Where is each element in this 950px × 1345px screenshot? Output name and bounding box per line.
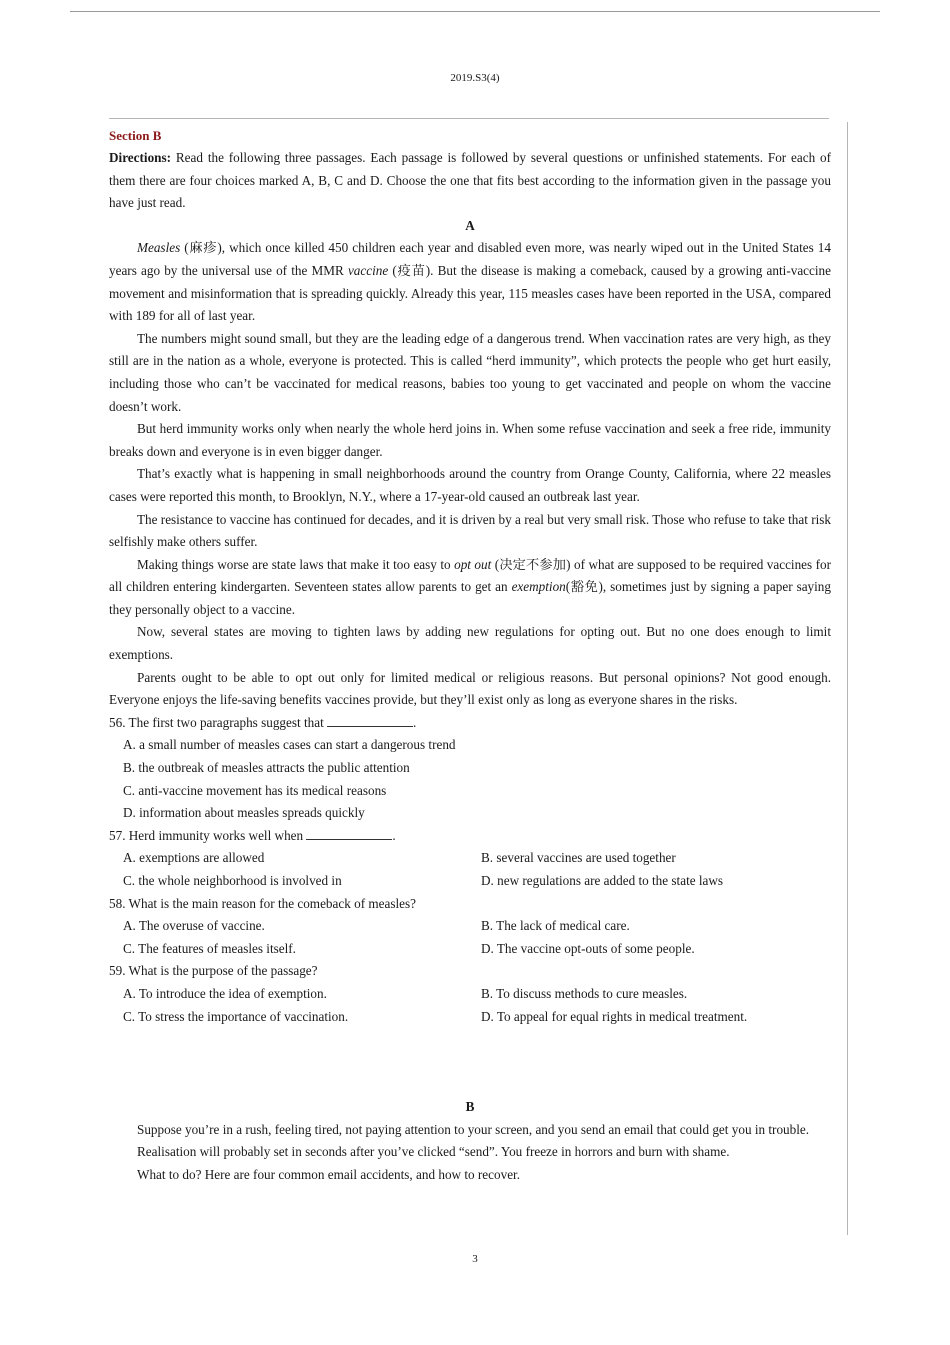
question-58-option-a: A. The overuse of vaccine.: [123, 918, 265, 934]
question-57-option-b: B. several vaccines are used together: [481, 850, 676, 866]
question-59-option-c: C. To stress the importance of vaccination.: [123, 1008, 349, 1024]
question-57: 57. Herd immunity works well when .: [109, 827, 396, 843]
passage-a-paragraph-4: That’s exactly what is happening in small neighborhoods around the country from Orange County, California, where 22 measles cases were reported this month, to Brooklyn, N.Y., where a 17-year-old caused an outbreak last year.: [109, 466, 831, 504]
question-58-options-row-1: [109, 915, 831, 938]
passage-a-paragraph-5: The resistance to vaccine has continued for decades, and it is driven by a real but very small risk. Those who refuse to take that risk selfishly make others suffer.: [109, 511, 831, 550]
passage-b-paragraph-3: What to do? Here are four common email accidents, and how to recover.: [137, 1166, 521, 1182]
blank-gap: [109, 1028, 831, 1096]
directions-label: Directions:: [109, 150, 172, 165]
answer-blank: [306, 826, 392, 840]
page-header: 2019.S3(4): [450, 72, 500, 84]
section-title: Section B: [109, 128, 162, 143]
passage-b-paragraph-2: Realisation will probably set in seconds after you’ve clicked “send”. You freeze in horrors and burn with shame.: [137, 1144, 730, 1160]
top-rule: [70, 11, 880, 12]
frame-right-line: [847, 122, 848, 1235]
directions-text: Read the following three passages. Each passage is followed by several questions or unfinished statements. For each of them there are four choices marked A, B, C and D. Choose the one that fits best according to the information given in the passage you have just read.: [109, 150, 832, 211]
question-57-options-row-2: [109, 870, 831, 893]
term-measles: Measles: [137, 240, 181, 256]
question-58: 58. What is the main reason for the comeback of measles?: [109, 895, 416, 911]
answer-blank: [327, 713, 413, 727]
question-57-option-c: C. the whole neighborhood is involved in: [123, 873, 342, 888]
question-57-option-a: A. exemptions are allowed: [123, 850, 265, 866]
question-56-option-a: A. a small number of measles cases can start a dangerous trend: [123, 737, 456, 753]
passage-a-paragraph-8: Parents ought to be able to opt out only for limited medical or religious reasons. But personal opinions? Not good enough. Everyone enjoys the life-saving benefits vaccines provide, but they’ll exist only as long as everyone shares in the risks.: [109, 669, 831, 708]
passage-a-paragraph-1: Measles (麻疹), which once killed 450 children each year and disabled even more, was nearly wiped out in the United States 14 years ago by the universal use of the MMR vaccine (疫苗). But the disease is making a comeback, caused by a growing anti-vaccine movement and misinformation that is spreading quickly. Already this year, 115 measles cases have been reported in the USA, compared with 189 for all of last year.: [109, 240, 831, 324]
question-58-option-d: D. The vaccine opt-outs of some people.: [481, 940, 695, 956]
question-58-option-c: C. The features of measles itself.: [123, 940, 296, 956]
directions: [109, 147, 831, 215]
frame-top-line: [109, 118, 829, 119]
passage-b-title: B: [465, 1099, 475, 1115]
term-opt-out: opt out: [454, 556, 492, 572]
question-58-options-row-2: [109, 938, 831, 961]
term-exemption: exemption: [511, 579, 566, 595]
question-59-options-row-2: [109, 1006, 831, 1029]
question-56-option-d: D. information about measles spreads quickly: [123, 805, 365, 821]
question-59-option-b: B. To discuss methods to cure measles.: [481, 985, 688, 1001]
question-56-option-c: C. anti-vaccine movement has its medical reasons: [123, 782, 387, 798]
passage-a-title: A: [465, 217, 475, 233]
passage-a-paragraph-3: But herd immunity works only when nearly the whole herd joins in. When some refuse vaccination and seek a free ride, immunity breaks down and everyone is in even bigger danger.: [109, 421, 831, 459]
question-59-options-row-1: [109, 983, 831, 1006]
page-number: 3: [472, 1253, 478, 1265]
question-59-option-d: D. To appeal for equal rights in medical treatment.: [481, 1008, 748, 1024]
passage-a-paragraph-6: Making things worse are state laws that make it too easy to opt out (决定不参加) of what are supposed to be required vaccines for all children entering kindergarten. Seventeen states allow parents to get an exemption(豁免), sometimes just by signing a paper saying they personally object to a vaccine.: [109, 556, 832, 617]
question-56-option-b: B. the outbreak of measles attracts the public attention: [123, 760, 410, 776]
question-57-option-d: D. new regulations are added to the state laws: [481, 873, 724, 888]
passage-a-paragraph-2: The numbers might sound small, but they are the leading edge of a dangerous trend. When vaccination rates are very high, as they still are in the nation as a whole, everyone is protected. This is called “herd immunity”, which protects the people who get hurt easily, including those who can’t be vaccinated for medical reasons, babies too young to get vaccinated and people on whom the vaccine doesn’t work.: [109, 330, 831, 414]
question-59-option-a: A. To introduce the idea of exemption.: [123, 985, 327, 1001]
term-vaccine: vaccine: [347, 262, 389, 278]
question-57-options-row-1: [109, 847, 831, 870]
passage-b-paragraph-1: Suppose you’re in a rush, feeling tired, not paying attention to your screen, and you send an email that could get you in trouble.: [137, 1121, 810, 1137]
passage-body: [109, 147, 831, 1187]
question-58-option-b: B. The lack of medical care.: [481, 918, 630, 934]
passage-a-paragraph-7: Now, several states are moving to tighten laws by adding new regulations for opting out. But no one does enough to limit exemptions.: [109, 624, 831, 663]
question-56: 56. The first two paragraphs suggest that .: [109, 714, 417, 730]
exam-content: [109, 118, 831, 1235]
question-59: 59. What is the purpose of the passage?: [109, 963, 318, 979]
